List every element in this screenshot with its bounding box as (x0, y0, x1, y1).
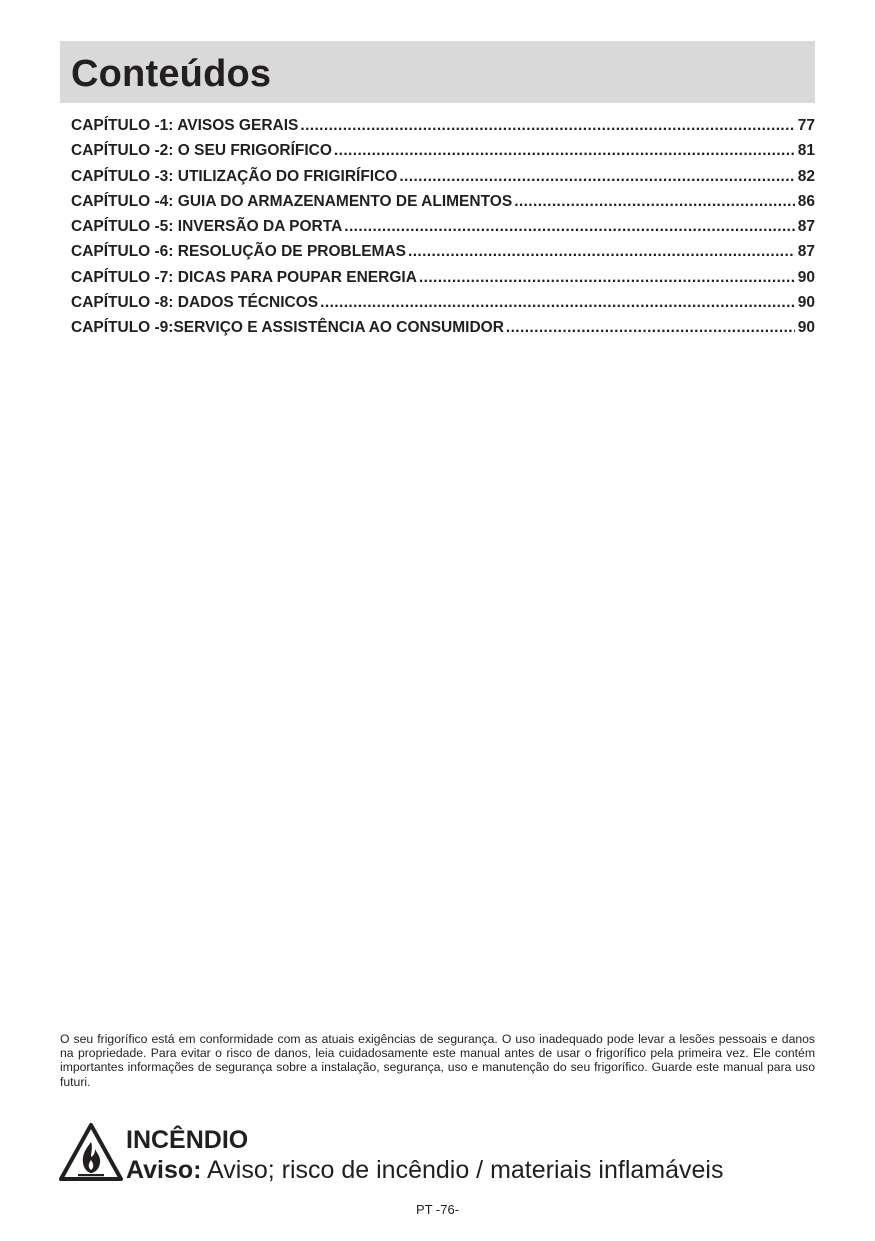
warning-heading: INCÊNDIO (126, 1126, 249, 1154)
toc-item-page: 90 (797, 294, 815, 312)
safety-intro-paragraph: O seu frigorífico está em conformidade com as atuais exigências de segurança. O uso inadequado pode levar a lesões pessoais e danos na propriedade. Para evitar o risco de danos, leia cuidadosamente este manual antes de usar o frigorífico pela primeira vez. Ele contém importantes informações de segurança sobre a instalação, segurança, uso e manutenção do seu frigorífico. Guarde este manual para uso futuri. (60, 1032, 815, 1089)
toc-dot-leader (300, 117, 794, 135)
toc-item-page: 81 (797, 142, 815, 160)
toc-dot-leader (320, 294, 795, 312)
toc-item-page: 82 (797, 167, 815, 185)
toc-dot-leader (419, 269, 795, 287)
toc-item-label: CAPÍTULO -8: DADOS TÉCNICOS (71, 294, 319, 312)
toc-item-label: CAPÍTULO -2: O SEU FRIGORÍFICO (71, 142, 332, 160)
toc-item-label: CAPÍTULO -5: INVERSÃO DA PORTA (71, 218, 343, 236)
toc-item-label: CAPÍTULO -9:SERVIÇO E ASSISTÊNCIA AO CONSUMIDOR (71, 319, 504, 337)
toc-item-chapter-7[interactable] (71, 269, 815, 294)
toc-item-page: 90 (797, 319, 815, 337)
toc-item-page: 90 (797, 268, 815, 286)
toc-dot-leader (506, 319, 795, 337)
table-of-contents (71, 117, 815, 345)
page-title: Conteúdos (71, 53, 272, 95)
warning-label: Aviso: (126, 1156, 202, 1184)
toc-item-chapter-1[interactable] (71, 117, 815, 142)
toc-item-chapter-6[interactable] (71, 243, 815, 268)
title-bar (60, 41, 815, 103)
toc-dot-leader (334, 142, 795, 160)
toc-dot-leader (399, 168, 794, 186)
toc-item-page: 87 (797, 243, 815, 261)
toc-item-page: 86 (797, 192, 815, 210)
toc-item-chapter-3[interactable] (71, 168, 815, 193)
toc-item-chapter-4[interactable] (71, 193, 815, 218)
toc-item-page: 77 (797, 117, 815, 134)
toc-item-label: CAPÍTULO -1: AVISOS GERAIS (71, 117, 299, 134)
toc-dot-leader (408, 243, 795, 261)
toc-item-chapter-2[interactable] (71, 142, 815, 167)
warning-text-line (126, 1156, 723, 1185)
toc-item-label: CAPÍTULO -6: RESOLUÇÃO DE PROBLEMAS (71, 243, 406, 261)
toc-item-label: CAPÍTULO -4: GUIA DO ARMAZENAMENTO DE ALIMENTOS (71, 192, 513, 210)
toc-item-label: CAPÍTULO -3: UTILIZAÇÃO DO FRIGIRÍFICO (71, 167, 398, 185)
page-number: PT -76- (415, 1202, 460, 1217)
toc-item-label: CAPÍTULO -7: DICAS PARA POUPAR ENERGIA (71, 268, 417, 286)
toc-item-chapter-9[interactable] (71, 319, 815, 344)
warning-text: Aviso; risco de incêndio / materiais inflamáveis (201, 1156, 724, 1184)
toc-item-chapter-8[interactable] (71, 294, 815, 319)
toc-item-chapter-5[interactable] (71, 218, 815, 243)
fire-warning-block (58, 1120, 818, 1190)
fire-warning-icon (58, 1122, 124, 1182)
toc-dot-leader (514, 193, 795, 211)
toc-item-page: 87 (797, 218, 815, 236)
toc-dot-leader (344, 218, 794, 236)
